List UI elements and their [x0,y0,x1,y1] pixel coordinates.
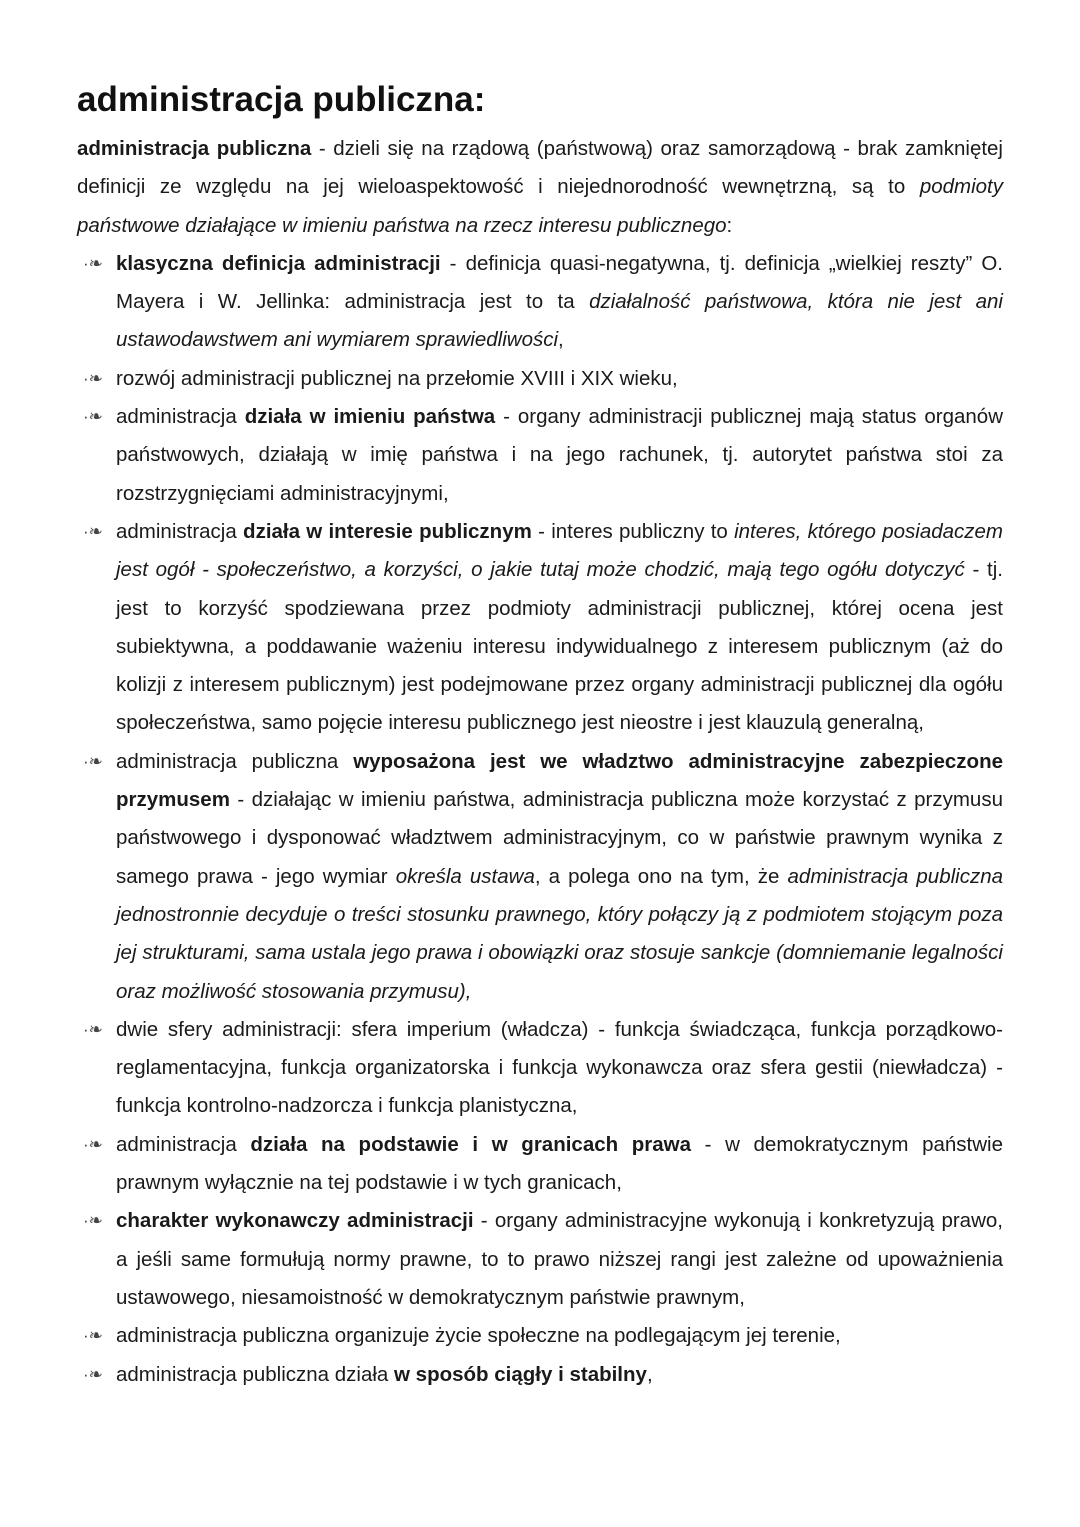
fleuron-bullet-icon: ·❧ [83,1364,103,1384]
list-item [77,1356,1003,1394]
list-item [77,1317,1003,1355]
bold-text: działa na podstawie i w granicach prawa [250,1132,692,1156]
bold-text: działa w imieniu państwa [244,405,496,429]
bold-text: klasyczna definicja administracji [116,251,441,275]
fleuron-bullet-icon: ·❧ [83,1134,103,1154]
text-run: administracja [116,405,245,429]
italic-text: interes, którego posiadaczem jest ogół - społeczeństwo, a korzyści, o jakie tutaj może chodzić, mają tego ogółu dotyczyć [116,519,1004,582]
fleuron-bullet-icon: ·❧ [83,751,103,771]
page-title: administracja publiczna: [77,80,486,119]
list-item [77,360,1003,398]
list-item [77,1202,1003,1317]
text-run: rozwój administracji publicznej na przełomie XVIII i XIX wieku, [116,366,678,390]
fleuron-bullet-icon: ·❧ [83,1326,103,1346]
italic-text: określa ustawa [395,864,535,888]
text-run: administracja [116,519,244,543]
fleuron-bullet-icon: ·❧ [83,1019,103,1039]
text-run: - dzieli się na rządową (państwową) oraz samorządową - brak zamkniętej definicji ze względu na jej wieloaspektowość i niejednorodność wewnętrzną, są to [77,137,1003,199]
text-run: : [726,213,733,237]
fleuron-bullet-icon: ·❧ [83,521,103,541]
bold-text: charakter wykonawczy administracji [116,1209,474,1233]
document-page [77,78,1003,1394]
list-item [77,398,1003,513]
text-run: dwie sfery administracji: sfera imperium (władcza) - funkcja świadcząca, funkcja porządkowo-reglamentacyjna, funkcja organizatorska i funkcja wykonawcza oraz sfera gestii (niewładcza) - funkcja kontrolno-nadzorcza i funkcja planistyczna, [116,1017,1003,1118]
list-item [77,1011,1003,1126]
text-run: - interes publiczny to [531,519,735,543]
list-item [77,1126,1003,1203]
list-item [77,513,1003,743]
list-item [77,743,1003,1011]
text-run: - w demokratycznym państwie prawnym wyłącznie na tej podstawie i w tych granicach, [116,1132,1003,1195]
italic-text: administracja publiczna jednostronnie decyduje o treści stosunku prawnego, który połączy ją z podmiotem stojącym poza jej strukturami, sama ustala jego prawa i obowiązki oraz stosuje sankcje (domniemanie legalności oraz możliwość stosowania przymusu), [116,864,1004,1003]
bold-text: administracja publiczna [77,137,312,160]
bold-text: wyposażona jest we władztwo administracyjne zabezpieczone przymusem [116,749,1003,812]
bullet-list [77,245,1003,1394]
text-run: , [646,1362,653,1386]
text-run: administracja publiczna działa [116,1362,395,1386]
text-run: administracja publiczna [116,749,354,773]
italic-text: podmioty państwowe działające w imieniu państwa na rzecz interesu publicznego [77,175,1003,237]
fleuron-bullet-icon: ·❧ [83,1211,103,1231]
fleuron-bullet-icon: ·❧ [83,368,103,388]
fleuron-bullet-icon: ·❧ [83,253,103,273]
text-run: - organy administracyjne wykonują i konkretyzują prawo, a jeśli same formułują normy prawne, to to prawo niższej rangi jest zależne od upoważnienia ustawowego, niesamoistność w demokratycznym państwie prawnym, [116,1209,1003,1309]
text-run: administracja publiczna organizuje życie społeczne na podlegającym jej terenie, [116,1324,841,1348]
text-run: , a polega ono na tym, że [534,864,788,888]
intro-paragraph [77,130,1003,245]
fleuron-bullet-icon: ·❧ [83,407,103,427]
bold-text: w sposób ciągły i stabilny [394,1362,647,1386]
text-run: - organy administracji publicznej mają status organów państwowych, działają w imię państwa i na jego rachunek, tj. autorytet państwa stoi za rozstrzygnięciami administracyjnymi, [116,405,1004,505]
text-run: - definicja quasi-negatywna, tj. definicja „wielkiej reszty” O. Mayera i W. Jellinka: administracja jest to ta [116,251,1004,314]
text-run: , [558,328,564,352]
bold-text: działa w interesie publicznym [243,519,532,543]
italic-text: działalność państwowa, która nie jest ani ustawodawstwem ani wymiarem sprawiedliwości [116,290,1003,352]
text-run: administracja [116,1132,251,1156]
text-run: - tj. jest to korzyść spodziewana przez podmioty administracji publicznej, której ocena jest subiektywna, a poddawanie ważeniu interesu indywidualnego z interesem publicznym (aż do kolizji z interesem publicznym) jest podejmowane przez organy administracji publicznej dla ogółu społeczeństwa, samo pojęcie interesu publicznego jest nieostre i jest klauzulą generalną, [116,558,1003,735]
list-item [77,245,1003,360]
text-run: - działając w imieniu państwa, administracja publiczna może korzystać z przymusu państwowego i dysponować władztwem administracyjnym, co w państwie prawnym wynika z samego prawa - jego wymiar [116,788,1003,888]
